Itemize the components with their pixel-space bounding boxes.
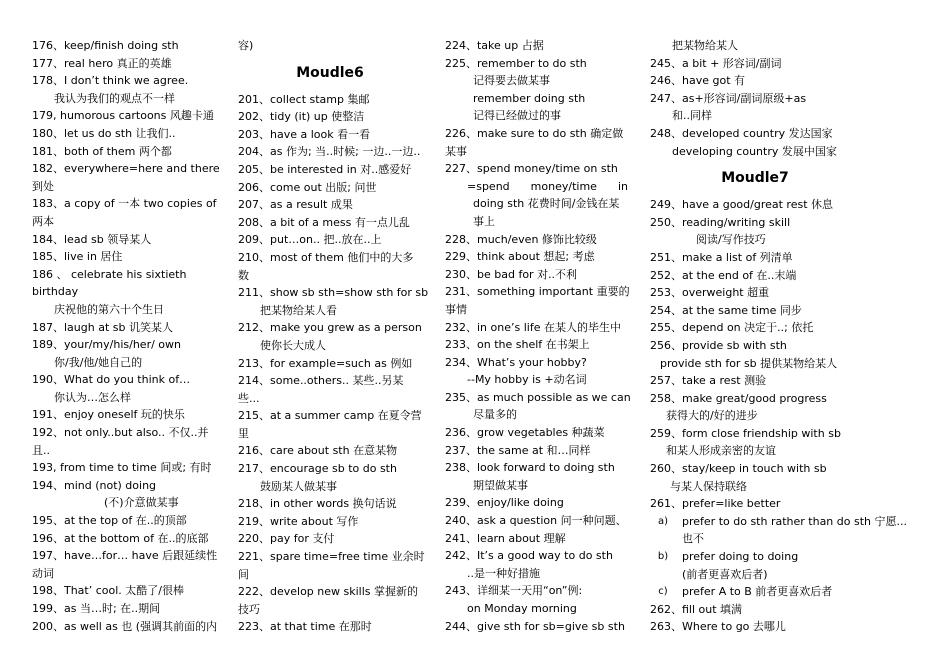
vocab-entry: 228、much/even 修饰比较级: [445, 232, 597, 246]
vocab-entry: 187、laugh at sb 讥笑某人: [32, 320, 173, 334]
vocab-entry: 208、a bit of a mess 有一点儿乱: [238, 215, 410, 229]
vocab-entry: 227、spend money/time on sth: [445, 162, 618, 176]
vocab-translation: 和某人形成亲密的友谊: [666, 444, 776, 458]
vocab-continuation: 两本: [32, 214, 54, 228]
vocab-entry: 194、mind (not) doing: [32, 478, 157, 492]
vocab-continuation: 到处: [32, 179, 54, 193]
vocab-entry: 217、encourage sb to do sth: [238, 462, 397, 476]
vocab-sub-entry: provide sth for sb 提供某物给某人: [660, 356, 838, 370]
column-1: [32, 37, 220, 635]
vocab-entry: 257、take a rest 测验: [650, 374, 767, 388]
vocab-entry: 225、remember to do sth: [445, 56, 587, 70]
vocab-entry: 215、at a summer camp 在夏令营: [238, 409, 422, 423]
vocab-entry: 183、a copy of 一本 two copies of: [32, 197, 217, 211]
vocab-entry: 180、let us do sth 让我们..: [32, 126, 176, 140]
module-6-heading: Moudle6: [296, 64, 364, 81]
vocab-translation: 庆祝他的第六十个生日: [54, 302, 164, 316]
vocab-entry: 247、as+形容词/副词原级+as: [650, 91, 807, 105]
vocab-entry: 239、enjoy/like doing: [445, 496, 564, 510]
column-2: [238, 37, 429, 636]
vocab-entry: 236、grow vegetables 种蔬菜: [445, 426, 605, 440]
vocab-entry: 207、as a result 成果: [238, 198, 353, 212]
vocab-entry: 249、have a good/great rest 休息: [650, 198, 834, 212]
sub-item-a: [650, 513, 922, 531]
vocab-entry: 203、have a look 看一看: [238, 127, 371, 141]
vocab-entry: 190、What do you think of…: [32, 373, 191, 387]
vocab-entry: 218、in other words 换句话说: [238, 497, 397, 511]
vocab-continuation: 间: [238, 567, 249, 581]
vocab-continuation: 某事: [445, 144, 467, 158]
sub-item-marker: c): [658, 586, 668, 598]
vocab-entry: 184、lead sb 领导某人: [32, 232, 152, 246]
vocab-sub-entry: remember doing sth: [473, 91, 586, 105]
vocab-entry: 250、reading/writing skill: [650, 215, 791, 229]
vocab-entry: 246、have got 有: [650, 74, 746, 88]
vocab-entry: 256、provide sb with sth: [650, 338, 787, 352]
vocab-translation: 获得大的/好的进步: [666, 409, 758, 423]
vocab-entry: 253、overweight 超重: [650, 286, 770, 300]
vocab-entry: 238、look forward to doing sth: [445, 461, 615, 475]
vocab-translation: doing sth 花费时间/金钱在某: [473, 197, 620, 211]
vocab-entry: 244、give sth for sb=give sb sth: [445, 619, 625, 633]
vocab-entry: 243、详细某一天用“on”例:: [445, 584, 583, 598]
vocab-entry: 198、That’ cool. 太酷了/很棒: [32, 584, 184, 598]
sub-item-text: prefer A to B 前者更喜欢后者: [682, 585, 833, 599]
sub-item-text: (前者更喜欢后者): [682, 567, 768, 581]
vocab-entry: 181、both of them 两个都: [32, 144, 172, 158]
vocab-entry: 189、your/my/his/her/ own: [32, 338, 181, 352]
vocab-sub-entry: --My hobby is +动名词: [467, 373, 587, 387]
column-4: [650, 37, 922, 636]
sub-item-marker: [650, 566, 676, 584]
vocab-entry: 200、as well as 也 (强调其前面的内: [32, 619, 218, 633]
vocab-continuation: 里: [238, 426, 249, 440]
vocab-entry: 206、come out 出版; 问世: [238, 180, 377, 194]
vocab-entry: 192、not only..but also.. 不仅..并: [32, 426, 209, 440]
vocab-continuation: birthday: [32, 285, 79, 299]
vocab-entry: 213、for example=such as 例如: [238, 356, 413, 370]
vocab-entry: 219、write about 写作: [238, 514, 359, 528]
vocab-translation: 鼓励某人做某事: [260, 479, 337, 493]
sub-item-text: prefer doing to doing: [682, 550, 799, 564]
column-3: [445, 37, 631, 635]
vocab-entry: 235、as much possible as we can: [445, 390, 631, 404]
vocab-entry: 202、tidy (it) up 使整洁: [238, 110, 365, 124]
vocab-entry: 234、What’s your hobby?: [445, 355, 587, 369]
sub-item-marker: a): [657, 515, 669, 527]
vocab-entry: 196、at the bottom of 在..的底部: [32, 531, 209, 545]
vocab-entry: 178、I don’t think we agree.: [32, 74, 189, 88]
vocab-entry: 260、stay/keep in touch with sb: [650, 462, 827, 476]
sub-item-text: prefer to do sth rather than do sth 宁愿...: [682, 514, 907, 528]
vocab-entry: 205、be interested in 对..感爱好: [238, 162, 412, 176]
vocab-continuation: 事情: [445, 302, 467, 316]
vocab-entry: 223、at that time 在那时: [238, 620, 372, 634]
vocab-entry: 186 、 celebrate his sixtieth: [32, 267, 187, 281]
vocab-entry: 262、fill out 填满: [650, 602, 743, 616]
vocab-entry: 195、at the top of 在..的顶部: [32, 514, 187, 528]
vocab-entry: 177、real hero 真正的英雄: [32, 56, 172, 70]
vocab-continuation: 数: [238, 268, 249, 282]
vocab-entry: 224、take up 占据: [445, 39, 544, 52]
vocab-entry: 211、show sb sth=show sth for sb: [238, 286, 429, 300]
vocab-translation: 记得已经做过的事: [473, 109, 561, 123]
vocab-entry: 254、at the same time 同步: [650, 303, 802, 317]
vocab-entry: 241、learn about 理解: [445, 531, 566, 545]
vocab-entry: 212、make you grew as a person: [238, 321, 422, 335]
vocab-entry: 255、depend on 决定于..; 依托: [650, 321, 814, 335]
vocab-continuation: 些...: [238, 391, 260, 405]
sub-item-marker: b): [657, 551, 669, 563]
vocab-translation: 期望做某事: [473, 478, 528, 492]
vocab-entry: 176、keep/finish doing sth: [32, 39, 179, 52]
sub-item-text: 也不: [682, 532, 704, 546]
sub-item-b: [650, 548, 922, 566]
vocab-translation: 事上: [473, 214, 495, 228]
sub-item-a-continuation: [650, 530, 922, 548]
vocab-entry: 226、make sure to do sth 确定做: [445, 126, 624, 140]
vocab-entry: 199、as 当…时; 在..期间: [32, 602, 161, 615]
vocab-entry: 229、think about 想起; 考虑: [445, 250, 595, 264]
vocab-entry: 182、everywhere=here and there: [32, 162, 220, 176]
vocab-translation: 尽量多的: [473, 408, 517, 422]
vocab-continuation: 容): [238, 39, 254, 52]
vocab-entry: 248、developed country 发达国家: [650, 126, 833, 140]
vocab-continuation: 且..: [32, 443, 50, 457]
module-7-heading: Moudle7: [721, 170, 789, 187]
vocab-entry: 263、Where to go 去哪儿: [650, 620, 786, 634]
vocab-entry: 204、as 作为; 当..时候; 一边..一边..: [238, 145, 421, 159]
vocab-entry: 237、the same at 和…同样: [445, 443, 591, 457]
vocab-translation: 阅读/写作技巧: [696, 233, 766, 247]
vocab-entry: 252、at the end of 在..末端: [650, 268, 797, 282]
vocab-entry: 242、It’s a good way to do sth: [445, 549, 613, 563]
vocab-entry: 216、care about sth 在意某物: [238, 444, 398, 458]
vocab-entry: 179, humorous cartoons 风趣卡通: [32, 109, 214, 123]
vocab-entry: 220、pay for 支付: [238, 532, 335, 546]
vocab-entry: 201、collect stamp 集邮: [238, 92, 370, 106]
vocab-entry: 233、on the shelf 在书架上: [445, 338, 590, 352]
vocab-translation: 与某人保持联络: [670, 479, 747, 493]
vocab-translation: ..是一种好措施: [467, 566, 540, 580]
vocab-translation: 我认为我们的观点不一样: [54, 91, 175, 105]
sub-item-b-continuation: [650, 566, 922, 584]
vocab-entry: 259、form close friendship with sb: [650, 426, 841, 440]
vocab-word: money/time: [530, 179, 597, 193]
vocab-entry: 210、most of them 他们中的大多: [238, 250, 414, 264]
vocab-translation: 和..同样: [672, 109, 712, 123]
vocab-continuation: [445, 178, 628, 196]
vocab-entry: 251、make a list of 列清单: [650, 250, 793, 264]
vocab-entry: 209、put…on.. 把..放在..上: [238, 233, 382, 247]
vocab-continuation: 动词: [32, 566, 54, 580]
vocab-translation: 使你长大成人: [260, 338, 326, 352]
vocab-entry: 222、develop new skills 掌握新的: [238, 585, 419, 599]
vocab-entry: 214、some..others.. 某些..另某: [238, 374, 404, 388]
vocab-entry: 197、have…for… have 后跟延续性: [32, 549, 218, 563]
vocab-entry: 261、prefer=like better: [650, 497, 781, 511]
vocab-translation: (不)介意做某事: [104, 496, 179, 510]
vocab-translation: 记得要去做某事: [473, 74, 550, 88]
vocab-entry: 185、live in 居住: [32, 250, 123, 264]
vocab-entry: 230、be bad for 对..不利: [445, 267, 578, 281]
vocab-example: on Monday morning: [467, 602, 577, 615]
vocab-entry: 191、enjoy oneself 玩的快乐: [32, 408, 185, 422]
vocab-entry: 245、a bit + 形容词/副词: [650, 56, 782, 70]
vocab-entry: 231、something important 重要的: [445, 285, 630, 299]
vocab-translation: 你认为…怎么样: [54, 390, 131, 404]
vocab-translation: 把某物给某人: [672, 39, 738, 52]
vocab-entry: 258、make great/good progress: [650, 391, 827, 405]
vocab-translation: 你/我/他/她自己的: [54, 355, 143, 369]
sub-item-c: [650, 583, 922, 601]
vocab-sub-entry: developing country 发展中国家: [672, 144, 837, 158]
vocab-entry: 232、in one’s life 在某人的毕生中: [445, 320, 621, 334]
vocab-word: in: [617, 179, 628, 193]
vocab-entry: 221、spare time=free time 业余时: [238, 550, 425, 564]
vocab-entry: 193, from time to time 间或; 有时: [32, 461, 212, 475]
vocab-entry: 240、ask a question 问一种问题、: [445, 514, 627, 528]
vocab-continuation: 技巧: [238, 602, 260, 616]
sub-item-marker: [650, 530, 676, 548]
vocab-word: =spend: [467, 179, 510, 193]
vocab-translation: 把某物给某人看: [260, 303, 337, 317]
